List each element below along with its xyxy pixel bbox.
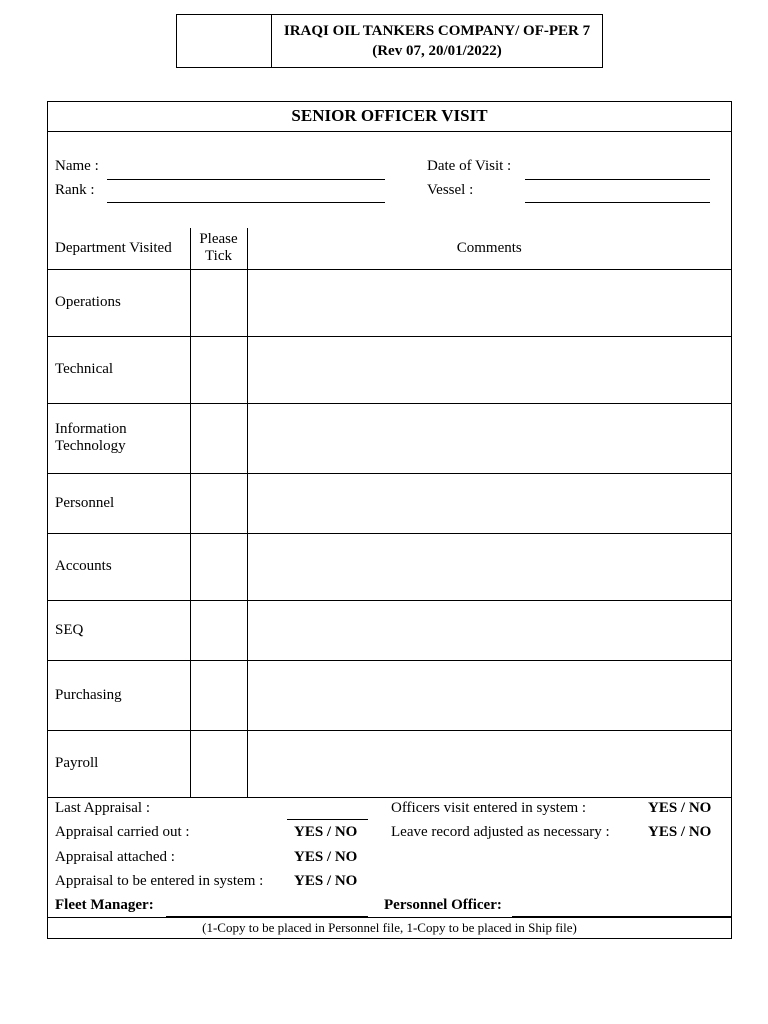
tick-cell[interactable] — [190, 269, 247, 336]
name-field[interactable] — [107, 179, 385, 180]
table-row — [48, 336, 731, 403]
senior-officer-visit-form — [47, 101, 732, 939]
officers-visit-entered-label: Officers visit entered in system : — [391, 800, 587, 816]
personnel-officer-label: Personnel Officer: — [384, 897, 502, 913]
department-name: Purchasing — [48, 660, 190, 730]
comments-cell[interactable] — [247, 473, 731, 533]
department-name: Accounts — [48, 533, 190, 600]
tick-cell[interactable] — [190, 473, 247, 533]
tick-cell[interactable] — [190, 403, 247, 473]
comments-cell[interactable] — [247, 533, 731, 600]
table-row — [48, 403, 731, 473]
department-name: Operations — [48, 269, 190, 336]
department-name: Payroll — [48, 730, 190, 797]
tick-cell[interactable] — [190, 730, 247, 797]
table-row — [48, 473, 731, 533]
appraisal-to-be-entered-yes-no[interactable]: YES / NO — [294, 873, 358, 889]
fleet-manager-label: Fleet Manager: — [55, 897, 154, 913]
appraisal-attached-yes-no[interactable]: YES / NO — [294, 849, 358, 865]
leave-record-adjusted-yes-no[interactable]: YES / NO — [648, 824, 712, 840]
form-title: SENIOR OFFICER VISIT — [48, 102, 731, 132]
department-name: SEQ — [48, 600, 190, 660]
table-row — [48, 730, 731, 797]
comments-cell[interactable] — [247, 600, 731, 660]
comments-cell[interactable] — [247, 336, 731, 403]
form-header-box — [176, 14, 603, 68]
rank-field[interactable] — [107, 202, 385, 203]
comments-header: Comments — [247, 228, 731, 269]
comments-cell[interactable] — [247, 660, 731, 730]
date-of-visit-field[interactable] — [525, 179, 710, 180]
date-of-visit-label: Date of Visit : — [427, 158, 512, 174]
last-appraisal-label: Last Appraisal : — [55, 800, 150, 816]
table-row — [48, 600, 731, 660]
appraisal-to-be-entered-label: Appraisal to be entered in system : — [55, 873, 264, 889]
officers-visit-entered-yes-no[interactable]: YES / NO — [648, 800, 712, 816]
comments-cell[interactable] — [247, 403, 731, 473]
table-row — [48, 660, 731, 730]
name-label: Name : — [55, 158, 99, 174]
comments-cell[interactable] — [247, 269, 731, 336]
form-header-text — [272, 15, 602, 67]
tick-cell[interactable] — [190, 533, 247, 600]
table-row — [48, 269, 731, 336]
department-name: Technical — [48, 336, 190, 403]
vessel-label: Vessel : — [427, 182, 474, 198]
logo-placeholder — [177, 15, 272, 67]
last-appraisal-field[interactable] — [287, 819, 368, 820]
tick-cell[interactable] — [190, 600, 247, 660]
table-row — [48, 533, 731, 600]
department-name: Personnel — [48, 473, 190, 533]
leave-record-adjusted-label: Leave record adjusted as necessary : — [391, 824, 610, 840]
appraisal-attached-label: Appraisal attached : — [55, 849, 175, 865]
table-header-row — [48, 228, 731, 269]
tick-cell[interactable] — [190, 660, 247, 730]
copy-note: (1-Copy to be placed in Personnel file, 1-Copy to be placed in Ship file) — [202, 920, 577, 935]
rank-label: Rank : — [55, 182, 95, 198]
department-table — [48, 228, 731, 798]
appraisal-carried-out-yes-no[interactable]: YES / NO — [294, 824, 358, 840]
tick-cell[interactable] — [190, 336, 247, 403]
appraisal-carried-out-label: Appraisal carried out : — [55, 824, 190, 840]
vessel-field[interactable] — [525, 202, 710, 203]
department-header: Department Visited — [48, 228, 190, 269]
footer-divider — [48, 917, 731, 918]
revision-line: (Rev 07, 20/01/2022) — [372, 43, 502, 59]
company-line: IRAQI OIL TANKERS COMPANY/ OF-PER 7 — [283, 23, 591, 39]
please-tick-header-line1: Please — [199, 231, 238, 248]
please-tick-header — [190, 228, 247, 269]
department-name: Information Technology — [48, 403, 190, 473]
please-tick-header-line2: Tick — [205, 248, 232, 265]
comments-cell[interactable] — [247, 730, 731, 797]
